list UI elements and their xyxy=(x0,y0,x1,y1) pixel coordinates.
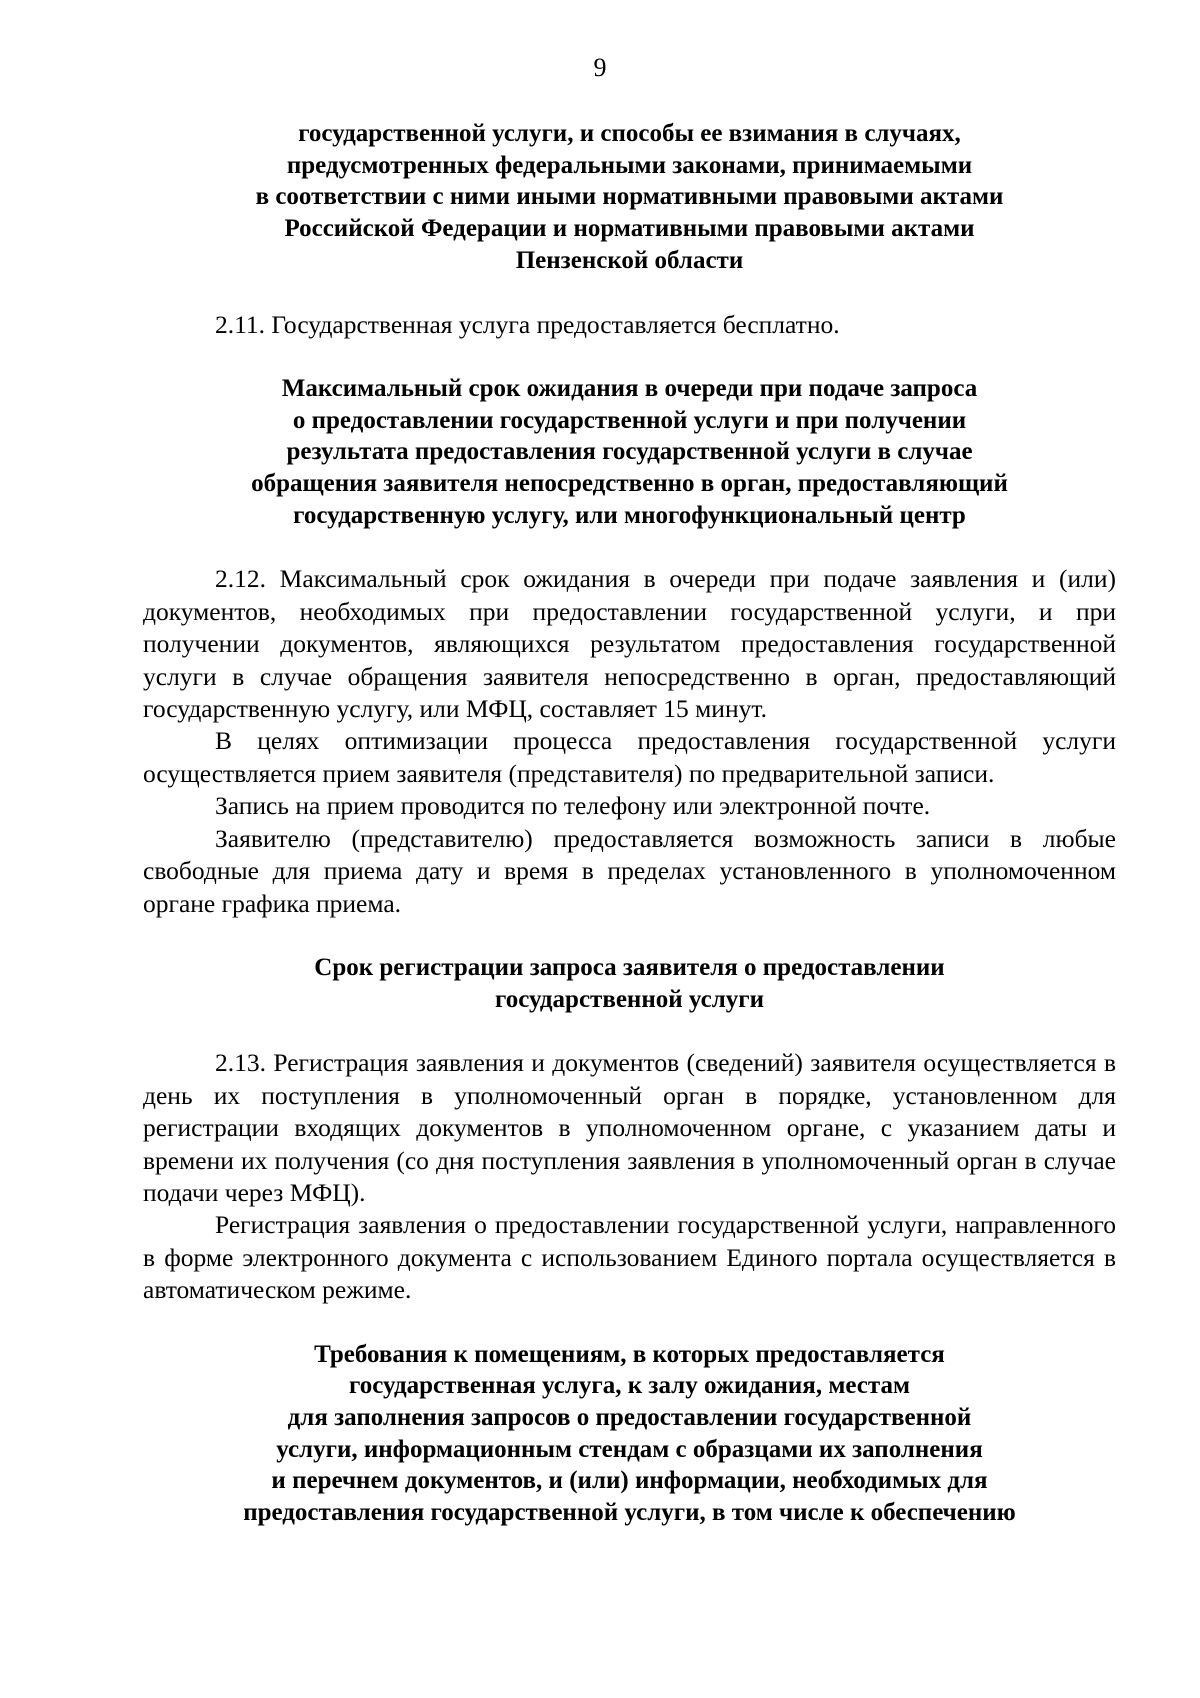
paragraph-electronic-registration: Регистрация заявления о предоставлении государственной услуги, направленного в форме электронного документа с использованием Единого портала осуществляется в автоматическом режиме. xyxy=(143,1210,1116,1305)
heading-line: Срок регистрации запроса заявителя о предоставлении xyxy=(314,953,945,981)
heading-line: Максимальный срок ожидания в очереди при подаче запроса xyxy=(281,374,978,402)
page-number: 9 xyxy=(593,53,607,82)
spacer xyxy=(143,277,1116,309)
heading-line: предусмотренных федеральными законами, принимаемыми xyxy=(286,151,973,179)
paragraph-appointment: Запись на прием проводится по телефону или электронной почте. xyxy=(215,791,931,821)
heading-line: государственной услуги xyxy=(494,985,765,1013)
paragraph-2-11: 2.11. Государственная услуга предоставляется бесплатно. xyxy=(215,309,840,339)
spacer xyxy=(143,341,1116,373)
heading-line: государственной услуги, и способы ее взимания в случаях, xyxy=(298,120,961,147)
spacer xyxy=(143,920,1116,952)
heading-line: государственная услуга, к залу ожидания, местам xyxy=(349,1372,910,1400)
heading-line: предоставления государственной услуги, в том числе к обеспечению xyxy=(243,1499,1016,1527)
spacer xyxy=(143,531,1116,563)
heading-line: государственную услугу, или многофункциональный центр xyxy=(293,501,966,529)
spacer xyxy=(143,1015,1116,1047)
paragraph-2-13: 2.13. Регистрация заявления и документов (сведений) заявителя осуществляется в день их поступления в уполномоченный орган в порядке, установленном для регистрации входящих документов в уполномоченном органе, с указанием даты и времени их получения (со дня поступления заявления в уполномоченный орган в случае подачи через МФЦ). xyxy=(143,1048,1116,1207)
page-content xyxy=(143,118,1116,1529)
section-heading-fee xyxy=(143,118,1116,277)
heading-line: Пензенской области xyxy=(515,246,744,274)
section-heading-registration xyxy=(143,952,1116,1015)
heading-line: услуги, информационным стендам с образцами их заполнения xyxy=(276,1435,983,1463)
heading-line: о предоставлении государственной услуги и при получении xyxy=(292,406,967,434)
paragraph-applicant-option: Заявителю (представителю) предоставляется возможность записи в любые свободные для приема дату и время в пределах установленного в уполномоченном органе графика приема. xyxy=(143,823,1116,918)
heading-line: в соответствии с ними иными нормативными правовыми актами xyxy=(255,183,1004,211)
paragraph-optimization: В целях оптимизации процесса предоставления государственной услуги осуществляется прием заявителя (представителя) по предварительной записи. xyxy=(143,726,1116,788)
heading-line: результата предоставления государственной услуги в случае xyxy=(286,438,973,466)
heading-line: Российской Федерации и нормативными правовыми актами xyxy=(284,215,975,243)
spacer xyxy=(143,1307,1116,1339)
heading-line: обращения заявителя непосредственно в орган, предоставляющий xyxy=(251,470,1008,498)
heading-line: для заполнения запросов о предоставлении государственной xyxy=(287,1403,972,1431)
heading-line: Требования к помещениям, в которых предоставляется xyxy=(314,1340,945,1368)
section-heading-wait-time xyxy=(143,373,1116,532)
paragraph-2-12: 2.12. Максимальный срок ожидания в очереди при подаче заявления и (или) документов, необходимых при предоставлении государственной услуги, и при получении документов, являющихся результатом предоставления государственной услуги в случае обращения заявителя непосредственно в орган, предоставляющий государственную услугу, или МФЦ, составляет 15 минут. xyxy=(143,564,1116,724)
heading-line: и перечнем документов, и (или) информации, необходимых для xyxy=(271,1467,988,1495)
section-heading-premises xyxy=(143,1339,1116,1529)
